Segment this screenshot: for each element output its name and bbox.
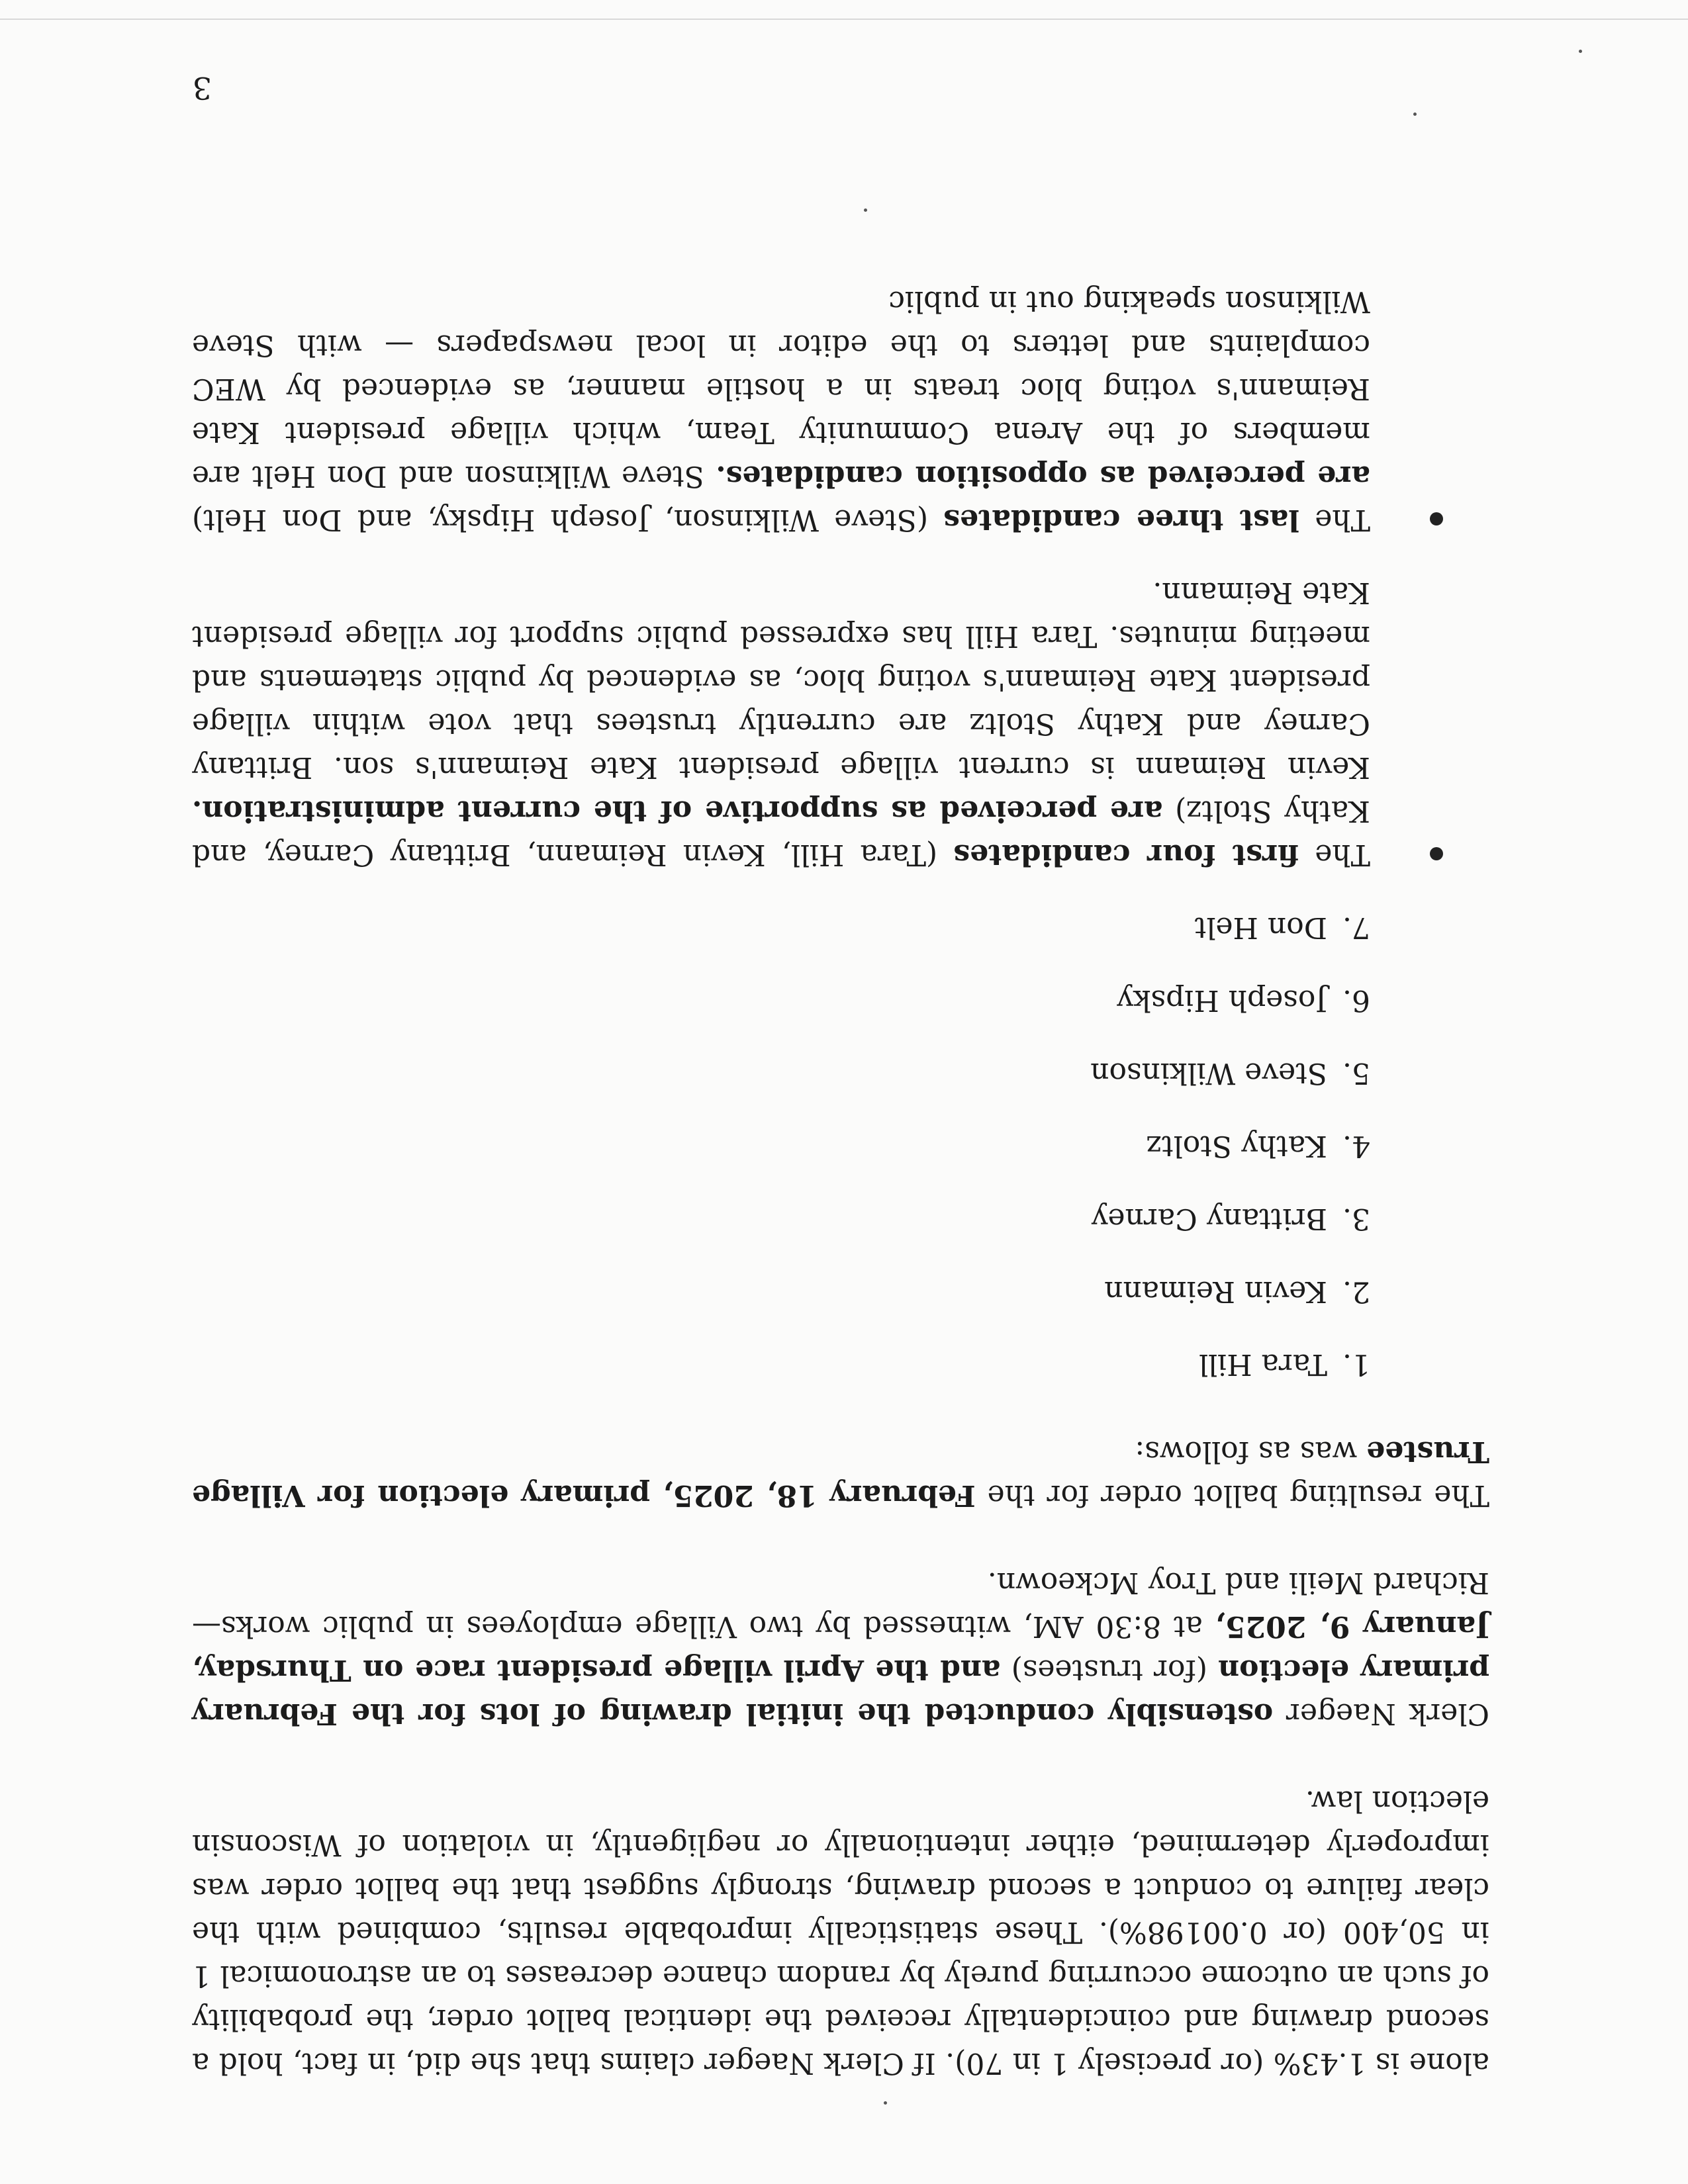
scan-edge-line — [0, 19, 1688, 20]
candidate-name: Tara Hill — [1198, 1347, 1327, 1381]
list-number: 4. — [1342, 1129, 1370, 1163]
bold-run: February 18, 2025, primary election for Village Trustee — [192, 1435, 1489, 1512]
scan-speck — [1413, 113, 1417, 116]
paragraph-drawing-of-lots — [192, 1561, 1489, 1735]
scan-speck — [884, 2101, 887, 2105]
candidate-name: Steve Wilkinson — [1090, 1056, 1327, 1090]
list-number: 2. — [1342, 1275, 1370, 1308]
bullet-last-three-candidates — [192, 279, 1489, 541]
text-run: Steve Wilkinson and Don Helt are members of the Arena Community Team, which village president Kate Reimann's voting bloc treats in a hostile manner, as evidenced by WEC complaints and letters to the editor in local newspapers — with Steve Wilkinson speaking out in public — [192, 285, 1370, 493]
candidate-name: Joseph Hipsky — [1117, 983, 1327, 1017]
list-number: 6. — [1342, 983, 1370, 1017]
candidate-name: Kathy Stoltz — [1146, 1129, 1327, 1163]
text-run: at 8:30 AM, witnessed by two Village employees in public works—Richard Meili and Troy Mckeown. — [191, 1566, 1489, 1643]
list-item — [192, 1051, 1489, 1095]
bold-run: last three candidates — [943, 503, 1300, 537]
bold-run: ostensibly conducted the initial drawing of lots for the February primary election — [192, 1653, 1489, 1731]
candidate-analysis-bullets — [192, 279, 1489, 876]
candidate-name: Brittany Carney — [1091, 1202, 1327, 1236]
bullet-dot-icon — [1430, 847, 1443, 860]
list-number: 7. — [1342, 911, 1370, 944]
list-item — [192, 905, 1489, 949]
text-run: (Tara Hill, Kevin Reimann, Brittany Carney, and Kathy Stoltz) — [192, 794, 1370, 872]
candidate-name: Kevin Reimann — [1104, 1275, 1327, 1308]
list-item — [192, 1197, 1489, 1240]
text-run: Clerk Naeger — [1273, 1697, 1489, 1731]
list-item — [192, 978, 1489, 1022]
list-item — [192, 1342, 1489, 1386]
list-number: 5. — [1342, 1056, 1370, 1090]
page-number: 3 — [192, 70, 212, 106]
list-number: 3. — [1342, 1202, 1370, 1236]
paragraph-ballot-order-intro — [192, 1430, 1489, 1517]
bold-run: are perceived as supportive of the current administration. — [191, 794, 1163, 828]
bullet-first-four-candidates — [192, 570, 1489, 876]
ballot-order-list — [192, 905, 1489, 1386]
list-item — [192, 1124, 1489, 1167]
bullet-dot-icon — [1430, 512, 1443, 525]
text-run: The resulting ballot order for the — [975, 1479, 1489, 1512]
text-run: (for trustees) — [1000, 1653, 1219, 1687]
text-run: The — [1299, 838, 1370, 872]
text-run: The — [1299, 503, 1370, 537]
scan-speck — [864, 208, 867, 212]
list-number: 1. — [1342, 1347, 1370, 1381]
bold-run: first four candidates — [953, 838, 1299, 872]
page-content — [192, 250, 1489, 2085]
paragraph-probability: alone is 1.43% (or precisely 1 in 70). If Clerk Naeger claims that she did, in fact, hold a second drawing and coincidentally received the identical ballot order, the probability of such an outcome occurring purely by random chance decreases to an astronomical 1 in 50,400 (or 0.00198%). These statistically improbable results, combined with the clear failure to conduct a second drawing, strongly suggest that the ballot order was improperly determined, either intentionally or negligently, in violation of Wisconsin election law. — [192, 1784, 1489, 2080]
bold-run: are perceived as opposition candidates. — [716, 459, 1370, 493]
bold-run: and the April village president race on Thursday, January 9, 2025, — [192, 1610, 1489, 1687]
list-item — [192, 1269, 1489, 1313]
candidate-name: Don Helt — [1194, 911, 1327, 944]
scan-speck — [1579, 50, 1582, 53]
text-run: Kevin Reimann is current village president Kate Reimann's son. Brittany Carney and Kathy Stoltz are currently trustees that vote within village president Kate Reimann's voting bloc, as evidenced by public statements and meeting minutes. Tara Hill has expressed public support for village president Kate Reimann. — [192, 576, 1370, 784]
text-run: was as follows: — [1135, 1435, 1367, 1469]
text-run: (Steve Wilkinson, Joseph Hipsky, and Don Helt) — [191, 503, 944, 537]
